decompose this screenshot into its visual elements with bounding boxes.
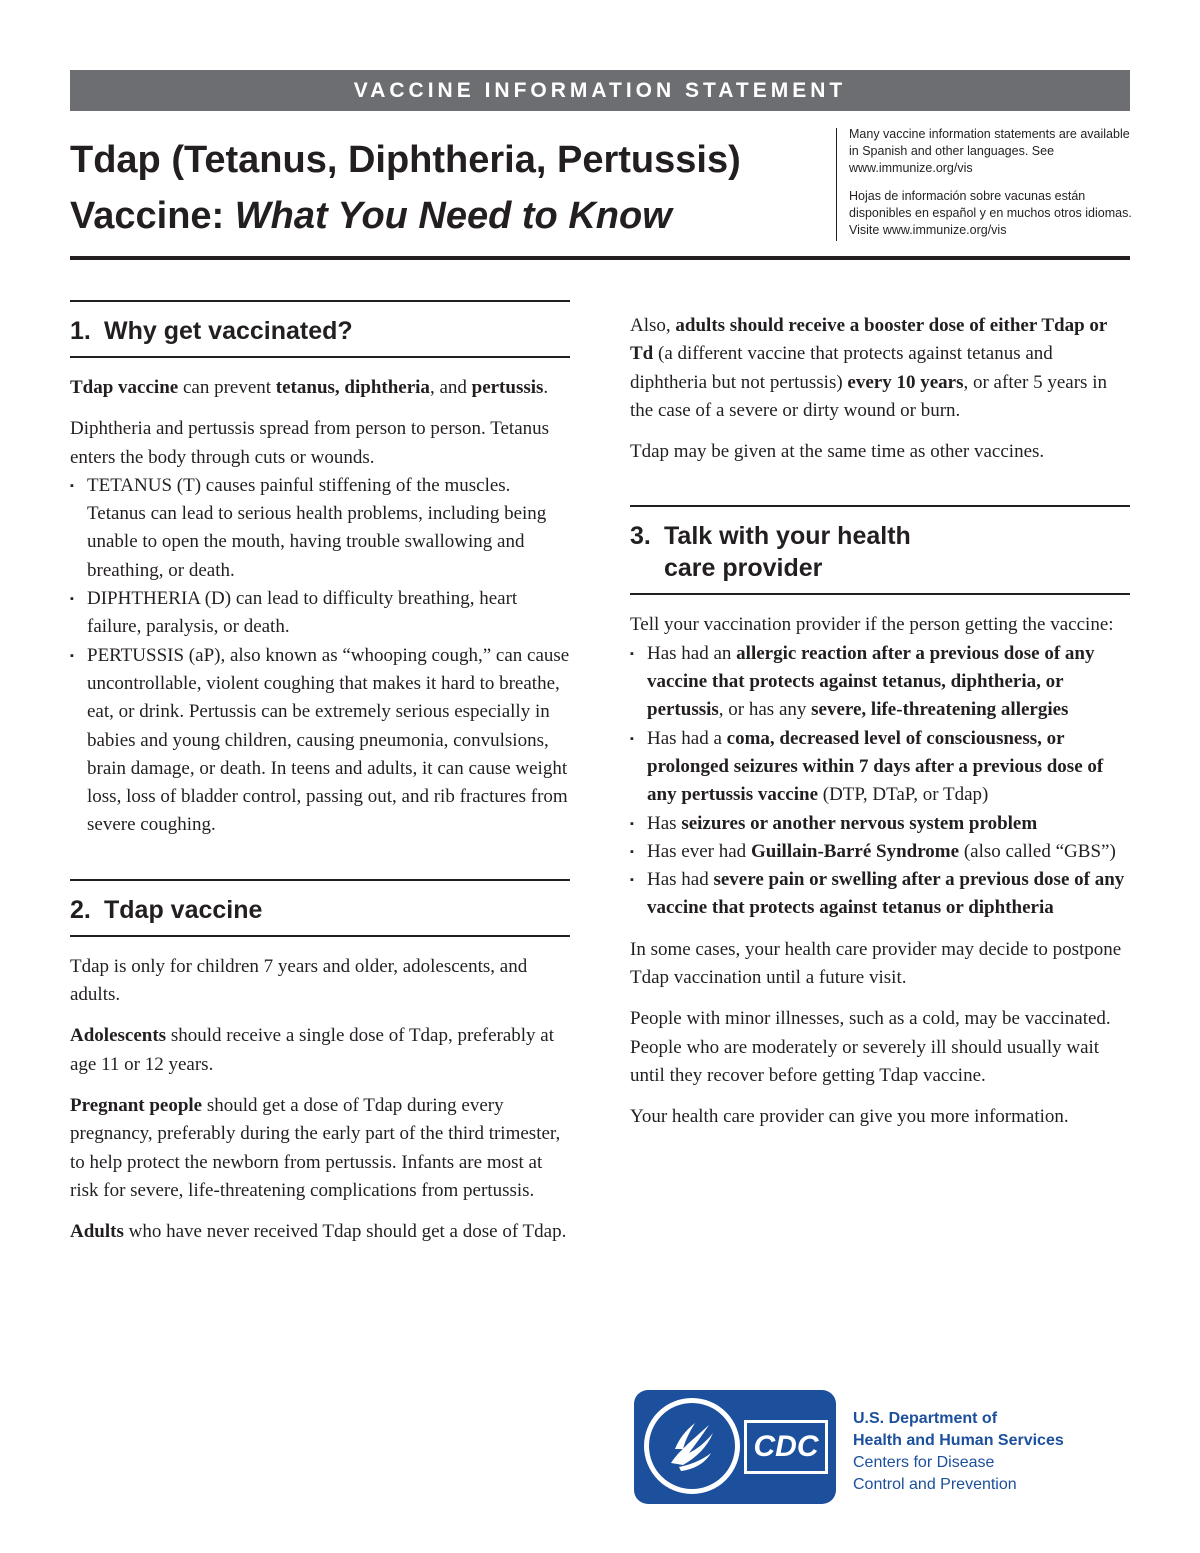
section-1-number: 1. bbox=[70, 317, 91, 345]
disease-list bbox=[70, 472, 570, 840]
agency-line-4: Control and Prevention bbox=[853, 1476, 1017, 1493]
text-run: , and bbox=[429, 377, 472, 398]
bold-text: seizures or another nervous system problem bbox=[681, 812, 1038, 834]
text-run: Tdap may be given at the same time as other vaccines. bbox=[630, 441, 1045, 463]
vis-banner: VACCINE INFORMATION STATEMENT bbox=[70, 70, 1130, 111]
hhs-eagle-icon bbox=[644, 1398, 740, 1494]
section-2-heading bbox=[70, 879, 570, 937]
text-run: , or after 5 years in the case of a severe or dirty wound or burn. bbox=[630, 371, 1107, 421]
text-run: Tell your vaccination provider if the person getting the vaccine: bbox=[630, 614, 1114, 636]
section-2-title: Tdap vaccine bbox=[104, 895, 263, 924]
list-item bbox=[630, 640, 1130, 725]
agency-name bbox=[853, 1408, 1133, 1496]
text-run: , also known as “whooping cough,” can cause uncontrollable, violent coughing that makes it hard to breathe, eat, or drink. Pertussis can be extremely serious especially in babies and young children, causing pneumonia, convulsions, brain damage, or death. In teens and adults, it can cause weight loss, loss of bladder control, passing out, and rib fractures from severe coughing. bbox=[87, 644, 570, 836]
section-3-number: 3. bbox=[630, 522, 651, 551]
text-run: Has had a bbox=[647, 727, 727, 749]
language-note-spanish: Hojas de información sobre vacunas están disponibles en español y en muchos otros idiomas. Visite www.immunize.org/vis bbox=[849, 189, 1132, 237]
paragraph bbox=[630, 936, 1130, 993]
section-1-heading bbox=[70, 300, 570, 358]
text-run: Diphtheria and pertussis spread from person to person. Tetanus enters the body through cuts or wounds. bbox=[70, 418, 550, 468]
paragraph bbox=[630, 1005, 1130, 1090]
list-item bbox=[630, 725, 1130, 810]
paragraph bbox=[630, 1103, 1130, 1131]
language-note-english: Many vaccine information statements are available in Spanish and other languages. See www.immunize.org/vis bbox=[849, 127, 1130, 175]
bold-text: Tdap vaccine bbox=[70, 377, 179, 398]
section-2-number: 2. bbox=[70, 895, 91, 924]
cdc-logo-mark: CDC bbox=[744, 1420, 828, 1474]
bold-text: severe pain or swelling after a previous dose of any vaccine that protects against tetanus or diphtheria bbox=[647, 869, 1125, 919]
text-run: In some cases, your health care provider may decide to postpone Tdap vaccination until a future visit. bbox=[630, 938, 1122, 989]
bold-text: every 10 years bbox=[847, 371, 964, 393]
text-run: Has had bbox=[647, 869, 714, 891]
title-prefix: Vaccine: bbox=[70, 195, 235, 237]
list-item bbox=[630, 838, 1130, 866]
text-run: Your health care provider can give you more information. bbox=[630, 1106, 1069, 1128]
condition-list bbox=[630, 640, 1130, 923]
bold-text: pertussis bbox=[471, 377, 544, 398]
title-line-1: Tdap (Tetanus, Diphtheria, Pertussis) bbox=[70, 139, 741, 181]
bold-text: Adults bbox=[70, 1221, 124, 1243]
agency-line-3: Centers for Disease bbox=[853, 1454, 995, 1471]
paragraph bbox=[70, 415, 570, 472]
bold-text: tetanus, diphtheria bbox=[275, 377, 430, 398]
text-run: People with minor illnesses, such as a cold, may be vaccinated. People who are moderately or severely ill should usually wait until they recover before getting Tdap vaccine. bbox=[630, 1008, 1111, 1086]
header-rule bbox=[70, 256, 1130, 260]
paragraph bbox=[70, 953, 570, 1010]
text-run: . bbox=[543, 377, 549, 398]
text-run: can prevent bbox=[178, 377, 276, 398]
list-item bbox=[70, 642, 570, 840]
page-title bbox=[70, 132, 840, 244]
text-run: (a different vaccine that protects against tetanus and diphtheria but not pertussis) bbox=[630, 343, 1053, 393]
paragraph bbox=[70, 1022, 570, 1079]
text-run: Has had an bbox=[647, 642, 737, 664]
bold-text: severe, life-threatening allergies bbox=[811, 699, 1069, 721]
text-run: should get a dose of Tdap during every pregnancy, preferably during the early part of the third trimester, to help protect the newborn from pertussis. Infants are most at risk for severe, life-threatening complications from pertussis. bbox=[70, 1094, 561, 1201]
text-run: DIPHTHERIA (D) bbox=[87, 588, 232, 610]
text-run: can lead to difficulty breathing, heart failure, paralysis, or death. bbox=[87, 588, 518, 638]
section-3-heading bbox=[630, 505, 1130, 595]
list-item bbox=[70, 585, 570, 642]
text-run: (DTP, DTaP, or Tdap) bbox=[818, 784, 989, 806]
list-item bbox=[630, 810, 1130, 838]
text-run: Has ever had bbox=[647, 840, 751, 862]
bold-text: Pregnant people bbox=[70, 1094, 203, 1116]
text-run: Has bbox=[647, 812, 682, 834]
title-emphasis: What You Need to Know bbox=[234, 195, 672, 237]
list-item bbox=[70, 472, 570, 585]
right-column bbox=[630, 312, 1130, 1145]
text-run: TETANUS (T) bbox=[87, 474, 202, 496]
hhs-cdc-logo bbox=[634, 1390, 836, 1504]
list-item bbox=[630, 866, 1130, 923]
title-divider bbox=[836, 128, 837, 241]
paragraph bbox=[70, 1218, 570, 1246]
section-3-title-1: Talk with your health bbox=[664, 522, 911, 551]
agency-line-2: Health and Human Services bbox=[853, 1432, 1064, 1449]
text-run: who have never received Tdap should get a dose of Tdap. bbox=[123, 1221, 567, 1243]
section-1-title: Why get vaccinated? bbox=[104, 317, 353, 345]
bold-text: Guillain-Barré Syndrome bbox=[750, 840, 960, 862]
text-run: Tdap is only for children 7 years and older, adolescents, and adults. bbox=[70, 955, 528, 1006]
text-run: Also, bbox=[630, 315, 676, 336]
bold-text: adults should receive a booster dose of either Tdap or Td bbox=[630, 315, 1107, 365]
bold-text: allergic reaction after a previous dose of any vaccine that protects against tetanus, diphtheria, or pertussis bbox=[647, 642, 1095, 721]
paragraph bbox=[630, 312, 1130, 425]
text-run: should receive a single dose of Tdap, preferably at age 11 or 12 years. bbox=[70, 1025, 555, 1075]
text-run: causes painful stiffening of the muscles. Tetanus can lead to serious health problems, including being unable to open the mouth, having trouble swallowing and breathing, or death. bbox=[87, 474, 547, 581]
title-line-2 bbox=[70, 188, 840, 244]
language-note bbox=[849, 126, 1134, 250]
text-run: PERTUSSIS (aP) bbox=[87, 644, 221, 666]
text-run: , or has any bbox=[718, 699, 812, 721]
paragraph bbox=[70, 374, 570, 402]
text-run: (also called “GBS”) bbox=[959, 840, 1116, 862]
bold-text: Adolescents bbox=[70, 1025, 167, 1047]
agency-line-1: U.S. Department of bbox=[853, 1410, 998, 1427]
paragraph bbox=[630, 611, 1130, 639]
paragraph bbox=[70, 1092, 570, 1205]
section-3-title-2: care provider bbox=[664, 554, 823, 583]
left-column bbox=[70, 300, 570, 1259]
bold-text: coma, decreased level of consciousness, or prolonged seizures within 7 days after a previous dose of any pertussis vaccine bbox=[647, 727, 1104, 806]
paragraph bbox=[630, 438, 1130, 466]
